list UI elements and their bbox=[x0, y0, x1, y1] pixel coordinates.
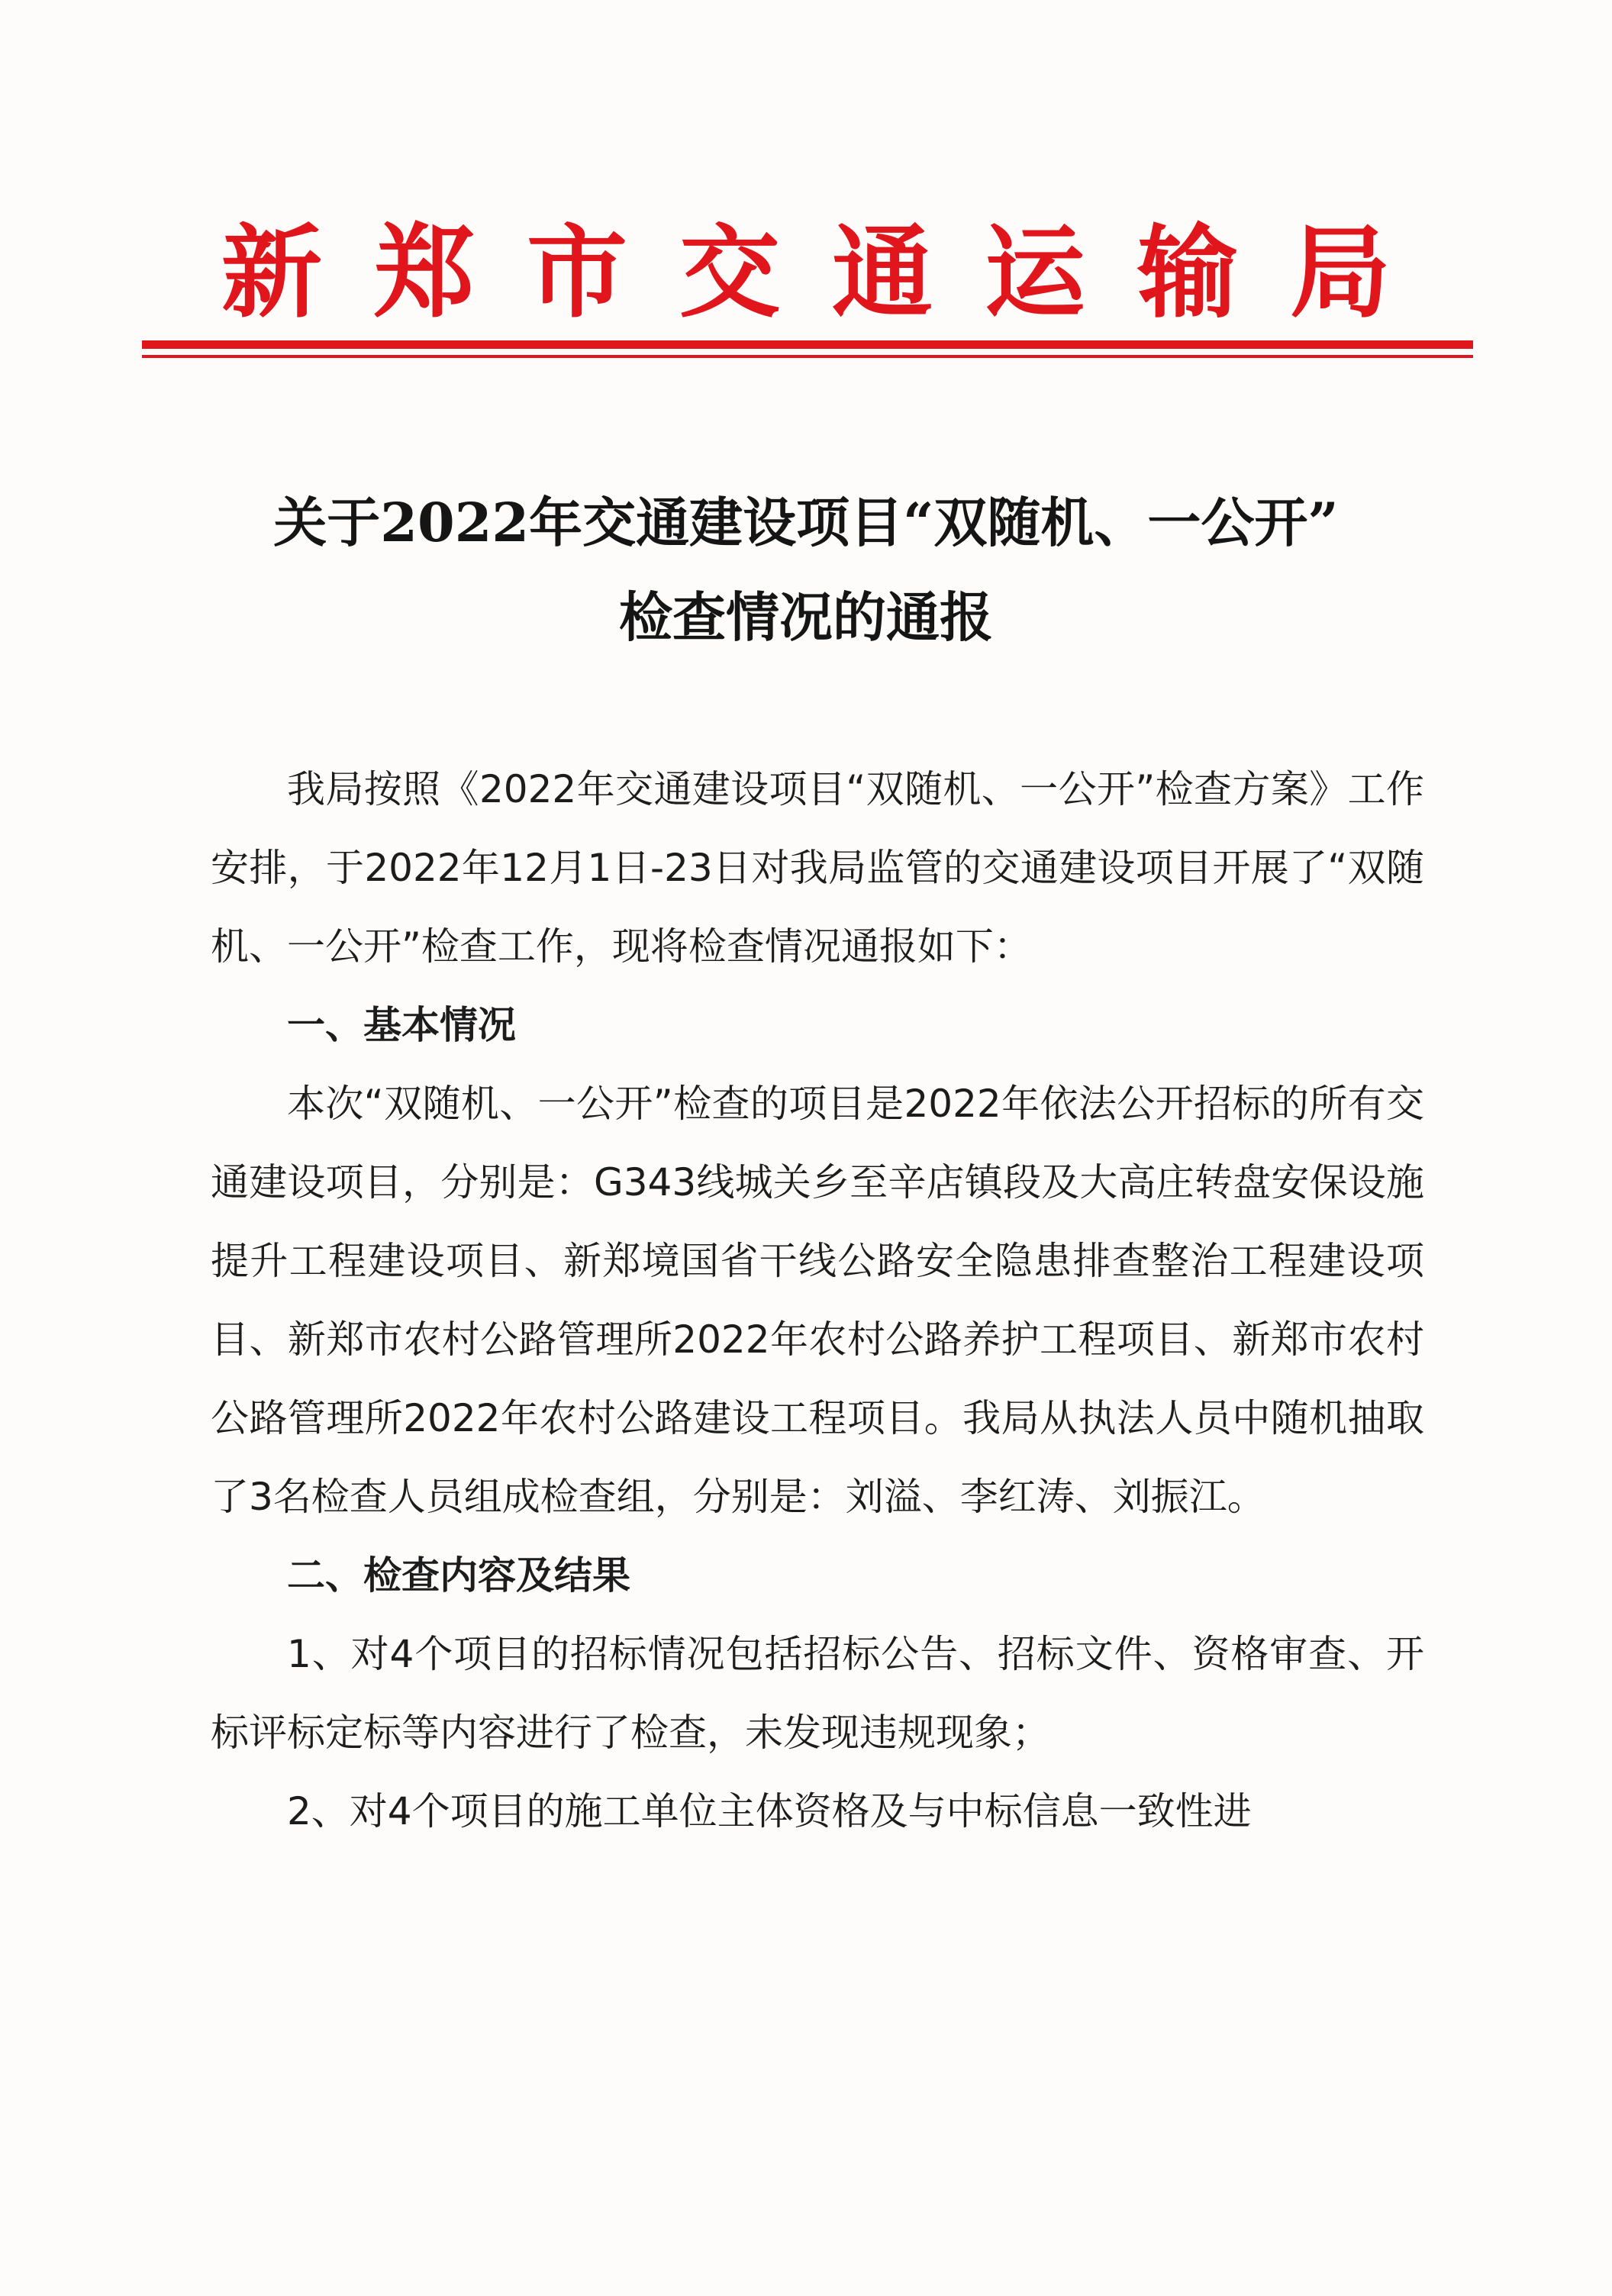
result-item-1: 1、对4个项目的招标情况包括招标公告、招标文件、资格审查、开标评标定标等内容进行了检查，未发现违规现象； bbox=[211, 1632, 1424, 1755]
document-title-line-2: 检查情况的通报 bbox=[619, 585, 993, 649]
section-heading-results: 二、检查内容及结果 bbox=[287, 1553, 630, 1598]
masthead-rule-thin bbox=[142, 355, 1473, 358]
document-body bbox=[211, 750, 1424, 1851]
agency-masthead: 新郑市交通运输局 bbox=[221, 214, 1443, 332]
masthead-rule-thick bbox=[142, 340, 1473, 349]
basic-info-paragraph: 本次“双随机、一公开”检查的项目是2022年依法公开招标的所有交通建设项目，分别是：G343线城关乡至辛店镇段及大高庄转盘安保设施提升工程建设项目、新郑境国省干线公路安全隐患排查整治工程建设项目、新郑市农村公路管理所2022年农村公路养护工程项目、新郑市农村公路管理所2022年农村公路建设工程项目。我局从执法人员中随机抽取了3名检查人员组成检查组，分别是：刘溢、李红涛、刘振江。 bbox=[211, 1082, 1424, 1519]
result-item-2: 2、对4个项目的施工单位主体资格及与中标信息一致性进 bbox=[287, 1789, 1252, 1833]
document-title-line-1: 关于2022年交通建设项目“双随机、一公开” bbox=[273, 491, 1339, 554]
intro-paragraph: 我局按照《2022年交通建设项目“双随机、一公开”检查方案》工作安排，于2022年12月1日-23日对我局监管的交通建设项目开展了“双随机、一公开”检查工作，现将检查情况通报如下： bbox=[211, 767, 1424, 969]
section-heading-basic: 一、基本情况 bbox=[287, 1003, 516, 1047]
